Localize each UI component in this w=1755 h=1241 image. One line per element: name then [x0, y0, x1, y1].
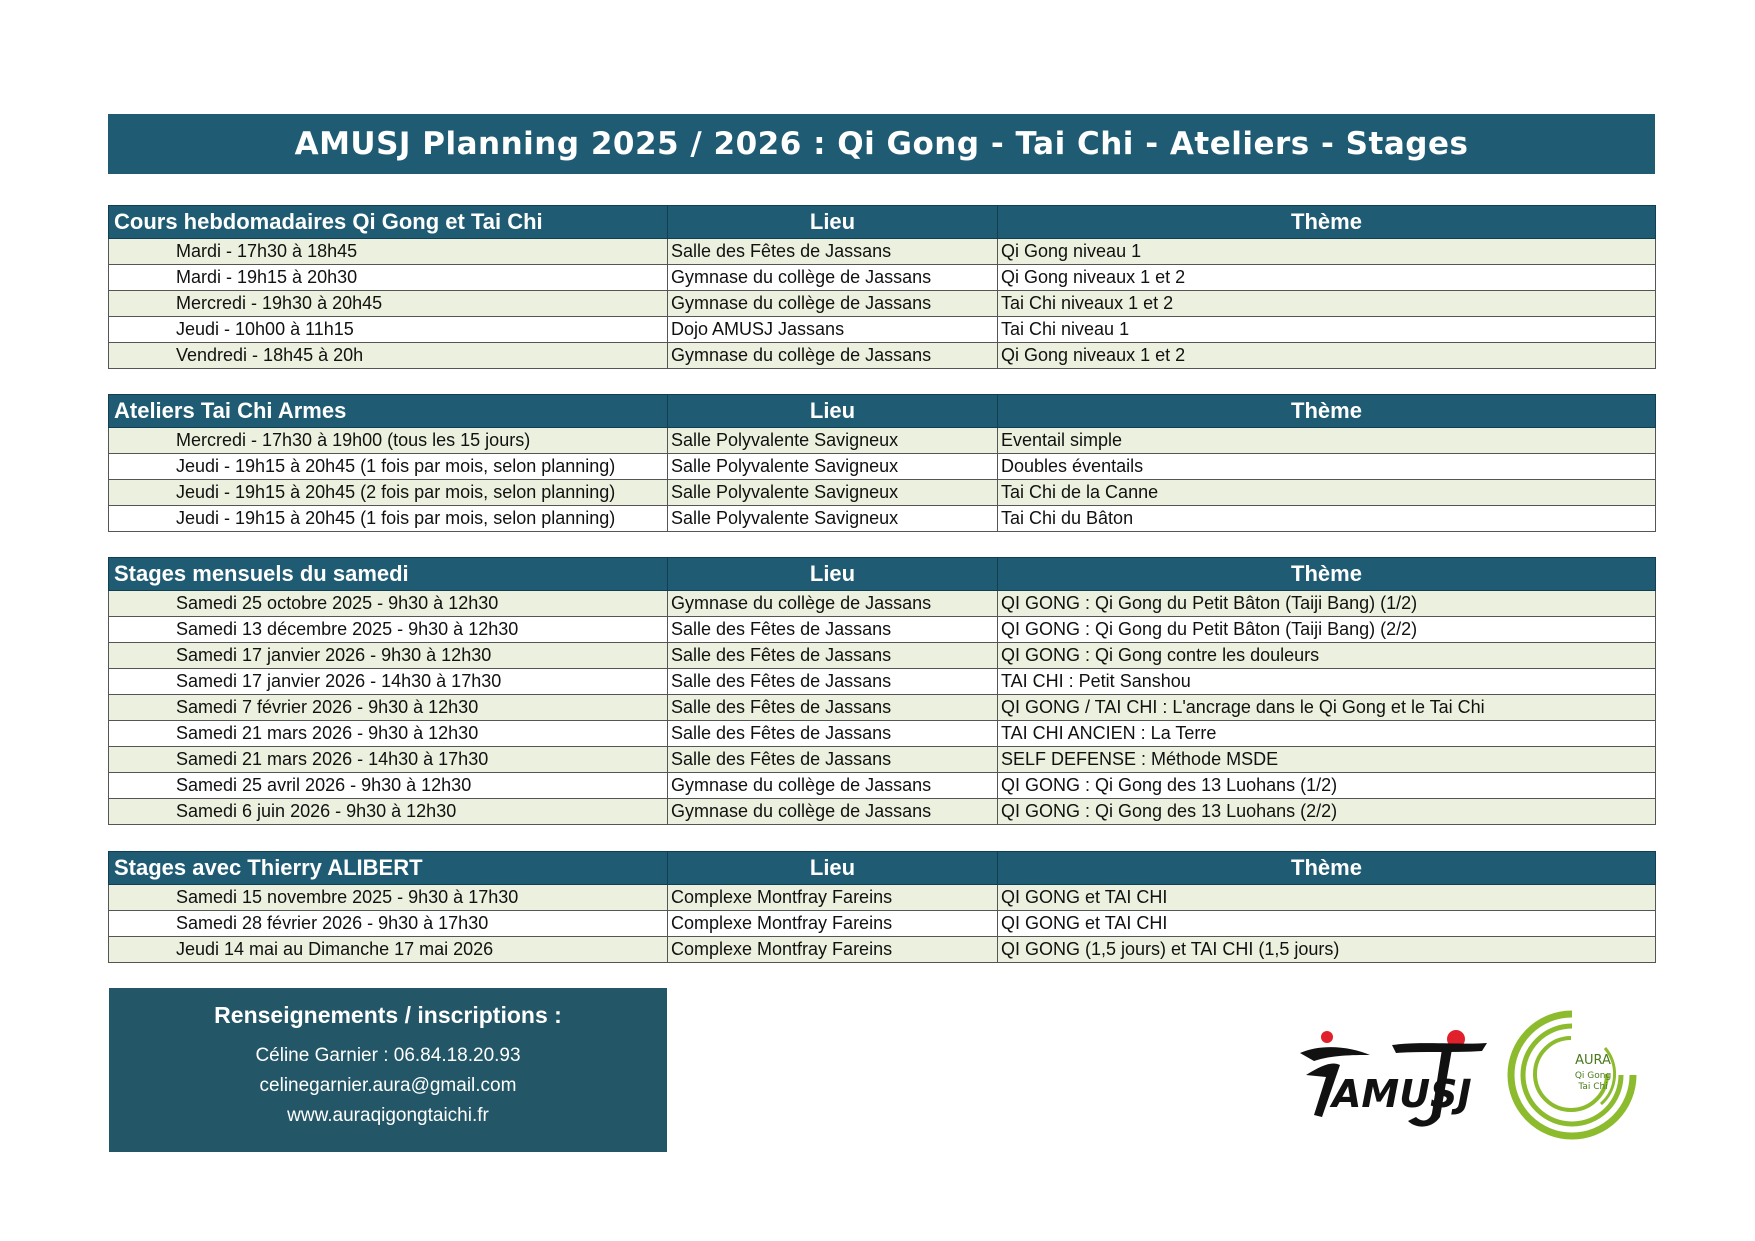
- cell-when: Samedi 28 février 2026 - 9h30 à 17h30: [109, 911, 668, 937]
- cell-when: Mercredi - 17h30 à 19h00 (tous les 15 jours): [109, 428, 668, 454]
- cell-theme: QI GONG et TAI CHI: [998, 911, 1656, 937]
- table-row: [109, 265, 1656, 291]
- table-header-row: [109, 395, 1656, 428]
- cell-lieu: Gymnase du collège de Jassans: [668, 773, 998, 799]
- column-header-theme: Thème: [998, 395, 1656, 428]
- table-row: [109, 643, 1656, 669]
- aura-logo-name: AURA: [1575, 1053, 1611, 1068]
- cell-when: Jeudi - 19h15 à 20h45 (1 fois par mois, selon planning): [109, 506, 668, 532]
- amusj-logo-text: AMUSJ: [1332, 1072, 1472, 1116]
- cell-theme: Eventail simple: [998, 428, 1656, 454]
- table-stages-thierry-alibert: [108, 851, 1656, 963]
- cell-theme: QI GONG : Qi Gong des 13 Luohans (1/2): [998, 773, 1656, 799]
- amusj-logo: [1292, 1025, 1492, 1135]
- cell-when: Jeudi - 19h15 à 20h45 (1 fois par mois, selon planning): [109, 454, 668, 480]
- cell-lieu: Salle Polyvalente Savigneux: [668, 506, 998, 532]
- table-header-row: [109, 206, 1656, 239]
- table-row: [109, 291, 1656, 317]
- table-row: [109, 506, 1656, 532]
- cell-when: Jeudi - 10h00 à 11h15: [109, 317, 668, 343]
- cell-when: Samedi 21 mars 2026 - 14h30 à 17h30: [109, 747, 668, 773]
- cell-when: Samedi 21 mars 2026 - 9h30 à 12h30: [109, 721, 668, 747]
- table-row: [109, 799, 1656, 825]
- cell-theme: QI GONG / TAI CHI : L'ancrage dans le Qi Gong et le Tai Chi: [998, 695, 1656, 721]
- contact-box: [109, 988, 667, 1152]
- cell-lieu: Salle Polyvalente Savigneux: [668, 454, 998, 480]
- cell-lieu: Gymnase du collège de Jassans: [668, 799, 998, 825]
- table-stages-mensuels: [108, 557, 1656, 825]
- contact-phone: Céline Garnier : 06.84.18.20.93: [255, 1045, 521, 1066]
- cell-theme: QI GONG et TAI CHI: [998, 885, 1656, 911]
- table-header-row: [109, 558, 1656, 591]
- cell-when: Mardi - 17h30 à 18h45: [109, 239, 668, 265]
- table-row: [109, 454, 1656, 480]
- cell-theme: QI GONG : Qi Gong du Petit Bâton (Taiji Bang) (1/2): [998, 591, 1656, 617]
- table-row: [109, 480, 1656, 506]
- contact-email: celinegarnier.aura@gmail.com: [259, 1075, 517, 1096]
- cell-lieu: Salle Polyvalente Savigneux: [668, 480, 998, 506]
- cell-theme: Tai Chi niveaux 1 et 2: [998, 291, 1656, 317]
- cell-theme: QI GONG : Qi Gong du Petit Bâton (Taiji Bang) (2/2): [998, 617, 1656, 643]
- table-row: [109, 317, 1656, 343]
- cell-theme: Qi Gong niveau 1: [998, 239, 1656, 265]
- contact-website: www.auraqigongtaichi.fr: [287, 1105, 489, 1126]
- table-row: [109, 428, 1656, 454]
- aura-logo-line1: Qi Gong: [1574, 1071, 1612, 1081]
- cell-when: Samedi 7 février 2026 - 9h30 à 12h30: [109, 695, 668, 721]
- cell-lieu: Salle des Fêtes de Jassans: [668, 617, 998, 643]
- table-row: [109, 911, 1656, 937]
- column-header-lieu: Lieu: [668, 206, 998, 239]
- table-row: [109, 937, 1656, 963]
- page-title: AMUSJ Planning 2025 / 2026 : Qi Gong - Tai Chi - Ateliers - Stages: [108, 114, 1655, 174]
- table-row: [109, 617, 1656, 643]
- column-header-theme: Thème: [998, 852, 1656, 885]
- cell-theme: Tai Chi du Bâton: [998, 506, 1656, 532]
- cell-theme: Qi Gong niveaux 1 et 2: [998, 343, 1656, 369]
- column-header-lieu: Lieu: [668, 395, 998, 428]
- table-row: [109, 747, 1656, 773]
- cell-when: Samedi 25 octobre 2025 - 9h30 à 12h30: [109, 591, 668, 617]
- column-header-theme: Thème: [998, 558, 1656, 591]
- section-title: Cours hebdomadaires Qi Gong et Tai Chi: [109, 206, 668, 239]
- cell-when: Jeudi 14 mai au Dimanche 17 mai 2026: [109, 937, 668, 963]
- cell-when: Samedi 25 avril 2026 - 9h30 à 12h30: [109, 773, 668, 799]
- table-row: [109, 591, 1656, 617]
- cell-when: Samedi 17 janvier 2026 - 14h30 à 17h30: [109, 669, 668, 695]
- aura-logo-line2: Tai Chi: [1578, 1082, 1608, 1092]
- cell-theme: QI GONG : Qi Gong des 13 Luohans (2/2): [998, 799, 1656, 825]
- column-header-lieu: Lieu: [668, 558, 998, 591]
- cell-lieu: Salle Polyvalente Savigneux: [668, 428, 998, 454]
- cell-when: Samedi 15 novembre 2025 - 9h30 à 17h30: [109, 885, 668, 911]
- cell-lieu: Salle des Fêtes de Jassans: [668, 669, 998, 695]
- cell-lieu: Salle des Fêtes de Jassans: [668, 643, 998, 669]
- cell-lieu: Gymnase du collège de Jassans: [668, 343, 998, 369]
- table-row: [109, 773, 1656, 799]
- section-title: Stages mensuels du samedi: [109, 558, 668, 591]
- cell-when: Mardi - 19h15 à 20h30: [109, 265, 668, 291]
- cell-theme: SELF DEFENSE : Méthode MSDE: [998, 747, 1656, 773]
- cell-theme: QI GONG (1,5 jours) et TAI CHI (1,5 jours): [998, 937, 1656, 963]
- cell-lieu: Complexe Montfray Fareins: [668, 937, 998, 963]
- cell-theme: Tai Chi niveau 1: [998, 317, 1656, 343]
- cell-lieu: Gymnase du collège de Jassans: [668, 291, 998, 317]
- cell-when: Samedi 17 janvier 2026 - 9h30 à 12h30: [109, 643, 668, 669]
- cell-theme: Doubles éventails: [998, 454, 1656, 480]
- cell-when: Samedi 13 décembre 2025 - 9h30 à 12h30: [109, 617, 668, 643]
- column-header-theme: Thème: [998, 206, 1656, 239]
- table-row: [109, 343, 1656, 369]
- section-title: Stages avec Thierry ALIBERT: [109, 852, 668, 885]
- cell-lieu: Dojo AMUSJ Jassans: [668, 317, 998, 343]
- cell-when: Jeudi - 19h15 à 20h45 (2 fois par mois, selon planning): [109, 480, 668, 506]
- cell-lieu: Gymnase du collège de Jassans: [668, 265, 998, 291]
- cell-lieu: Gymnase du collège de Jassans: [668, 591, 998, 617]
- cell-lieu: Complexe Montfray Fareins: [668, 885, 998, 911]
- table-row: [109, 239, 1656, 265]
- cell-lieu: Salle des Fêtes de Jassans: [668, 721, 998, 747]
- contact-title: Renseignements / inscriptions :: [214, 1002, 562, 1028]
- cell-theme: TAI CHI : Petit Sanshou: [998, 669, 1656, 695]
- cell-lieu: Salle des Fêtes de Jassans: [668, 747, 998, 773]
- cell-theme: Qi Gong niveaux 1 et 2: [998, 265, 1656, 291]
- cell-theme: QI GONG : Qi Gong contre les douleurs: [998, 643, 1656, 669]
- table-row: [109, 695, 1656, 721]
- table-header-row: [109, 852, 1656, 885]
- aura-logo: [1505, 1008, 1640, 1143]
- table-row: [109, 885, 1656, 911]
- table-row: [109, 669, 1656, 695]
- cell-lieu: Salle des Fêtes de Jassans: [668, 695, 998, 721]
- section-title: Ateliers Tai Chi Armes: [109, 395, 668, 428]
- cell-when: Mercredi - 19h30 à 20h45: [109, 291, 668, 317]
- cell-lieu: Complexe Montfray Fareins: [668, 911, 998, 937]
- column-header-lieu: Lieu: [668, 852, 998, 885]
- cell-when: Samedi 6 juin 2026 - 9h30 à 12h30: [109, 799, 668, 825]
- table-row: [109, 721, 1656, 747]
- cell-lieu: Salle des Fêtes de Jassans: [668, 239, 998, 265]
- table-cours-hebdomadaires: [108, 205, 1656, 369]
- cell-theme: Tai Chi de la Canne: [998, 480, 1656, 506]
- cell-theme: TAI CHI ANCIEN : La Terre: [998, 721, 1656, 747]
- table-ateliers-tai-chi-armes: [108, 394, 1656, 532]
- cell-when: Vendredi - 18h45 à 20h: [109, 343, 668, 369]
